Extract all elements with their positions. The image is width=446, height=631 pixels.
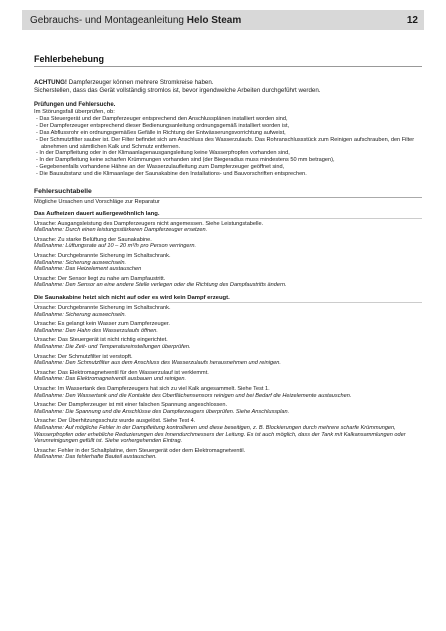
cause-text: Ursache: Durchgebrannte Sicherung im Schaltschrank. [34,253,171,260]
cause-entry [34,237,422,250]
measure-text: Maßnahme: Sicherung auswechseln. [34,259,127,266]
cause-text: Ursache: Zu starke Belüftung der Saunakabine. [34,236,152,243]
cause-text: Ursache: Ausgangsleistung des Dampferzeugers nicht angemessen. Siehe Leistungstabelle. [34,220,264,227]
cause-entry [34,354,422,367]
list-item: - Der Dampferzeuger entsprechend dieser Bedienungsanleitung ordnungsgemäß installiert worden ist, [34,123,422,130]
measure-text: Maßnahme: Sicherung auswechseln. [34,311,127,318]
list-item: - In der Dampfleitung oder in der Klimaanlagenausgangsleitung keine Wasserpfropfen vorhanden sind, [34,150,422,157]
cause-entry [34,370,422,383]
measure-text: Maßnahme: Den Wassertank und die Kontakte des Oberflächensensors reinigen und bei Bedarf die Heizelemente austauschen. [34,392,352,399]
measure-text: Maßnahme: Das Elektromagnetventil ausbauen und reinigen. [34,376,187,383]
list-item: - Das Steuergerät und der Dampferzeuger entsprechend den Anschlussplänen installiert worden sind, [34,116,422,123]
measure-text: Maßnahme: Die Zeit- und Temperatureinstellungen überprüfen. [34,343,191,350]
page-content [34,54,422,464]
measure-text: Maßnahme: Den Schmutzfilter aus dem Anschluss des Wasserzulaufs herausnehmen und reinigen. [34,360,281,367]
warning-line: ACHTUNG! Dampferzeuger können mehrere Stromkreise haben. [34,79,214,86]
cause-entry [34,337,422,350]
cause-text: Ursache: Das Elektromagnetventil für den Wasserzulauf ist verklemmt. [34,369,209,376]
troubleshooting-subtitle: Mögliche Ursachen und Vorschläge zur Reparatur [34,198,160,205]
warning-detail: Sicherstellen, dass das Gerät vollständig stromlos ist, bevor irgendwelche Arbeiten durchgeführt werden. [34,86,321,94]
problem-heading: Das Aufheizen dauert außergewöhnlich lang. [34,211,422,219]
cause-text: Ursache: Es gelangt kein Wasser zum Dampferzeuger. [34,321,170,328]
cause-entry [34,402,422,415]
measure-text: Maßnahme: Das Heizelement austauschen [34,266,142,273]
measure-text: Maßnahme: Auf mögliche Fehler in der Dampfleitung kontrollieren und diese beseitigen, z. B. Blockierungen durch mehrere scharfe Krümmungen, Wasserpfropfen oder erhebliche Reduzierungen des Innendurchmessers der Leitung. Es ist auch möglich, dass der Tank mit Kalkansammlungen oder Verunreinigungen gefüllt ist. Siehe vorhergehenden Eintrag. [34,424,406,445]
measure-text: Maßnahme: Durch einen leistungsstärkeren Dampferzeuger ersetzen. [34,227,208,234]
troubleshooting-title: Fehlersuchtabelle [34,188,422,198]
cause-text: Ursache: Der Schmutzfilter ist verstopft. [34,353,133,360]
cause-entry [34,418,422,444]
cause-text: Ursache: Fehler in der Schaltplatine, dem Steuergerät oder dem Elektromagnetventil. [34,447,246,454]
cause-text: Ursache: Der Sensor liegt zu nahe am Dampfaustritt. [34,275,166,282]
checks-title: Prüfungen und Fehlersuche. [34,102,116,109]
list-item: - Die Bausubstanz und die Klimaanlage der Saunakabine den Installations- und Bauvorschriften entsprechen. [34,171,422,178]
cause-entry [34,221,422,234]
cause-entry [34,448,422,461]
page-header [22,10,424,30]
warning-label: ACHTUNG! [34,79,67,86]
measure-text: Maßnahme: Den Hahn des Wasserzulaufs öffnen. [34,327,158,334]
list-item: - Der Schmutzfilter sauber ist. Der Filter befindet sich am Anschluss des Wasserzulaufs. Das Rohranschlussstück zum Reinigen aufschrauben, den Filter abnehmen und sämtlichen Kalk und Schmutz entfernen. [34,137,422,151]
cause-entry [34,276,422,289]
page-number: 12 [406,14,418,26]
checks-intro: Im Störungsfall überprüfen, ob: [34,109,115,116]
measure-text: Maßnahme: Das fehlerhafte Bauteil austauschen. [34,454,157,461]
cause-text: Ursache: Durchgebrannte Sicherung im Schaltschrank. [34,305,171,311]
measure-text: Maßnahme: Den Sensor an eine andere Stelle verlegen oder die Richtung des Dampfaustritts ändern. [34,282,287,289]
problem-heading: Die Saunakabine heizt sich nicht auf oder es wird kein Dampf erzeugt. [34,295,422,303]
cause-entry [34,253,422,273]
cause-text: Ursache: Das Steuergerät ist nicht richtig eingerichtet. [34,337,168,344]
cause-text: Ursache: Der Überhitzungsschutz wurde ausgelöst. Siehe Test 4. [34,418,196,425]
cause-entry [34,321,422,334]
cause-entry [34,386,422,399]
cause-text: Ursache: Der Dampferzeuger ist mit einer falschen Spannung angeschlossen. [34,402,228,409]
list-item: - Das Abflussrohr ein ordnungsgemäßes Gefälle in Richtung der Entwässerungsvorrichtung aufweist, [34,130,422,137]
section-title: Fehlerbehebung [34,54,422,67]
list-item: - In der Dampfleitung keine scharfen Krümmungen vorhanden sind (der Biegeradius muss mindestens 50 mm betragen), [34,157,422,164]
list-item: - Gegebenenfalls vorhandene Hähne an der Wasserzulaufleitung zum Dampferzeuger geöffnet sind, [34,164,422,171]
measure-text: Maßnahme: Die Spannung und die Anschlüsse des Dampferzeugers überprüfen. Siehe Anschlussplan. [34,408,290,415]
checks-list [34,116,422,177]
cause-text: Ursache: Im Wassertank des Dampferzeugers hat sich zu viel Kalk angesammelt. Siehe Test 1. [34,385,270,392]
document-title: Gebrauchs- und Montageanleitung Helo Steam [30,14,242,26]
cause-entry [34,305,422,318]
measure-text: Maßnahme: Lüftungsrate auf 10 – 20 m³/h pro Person verringern. [34,243,196,250]
